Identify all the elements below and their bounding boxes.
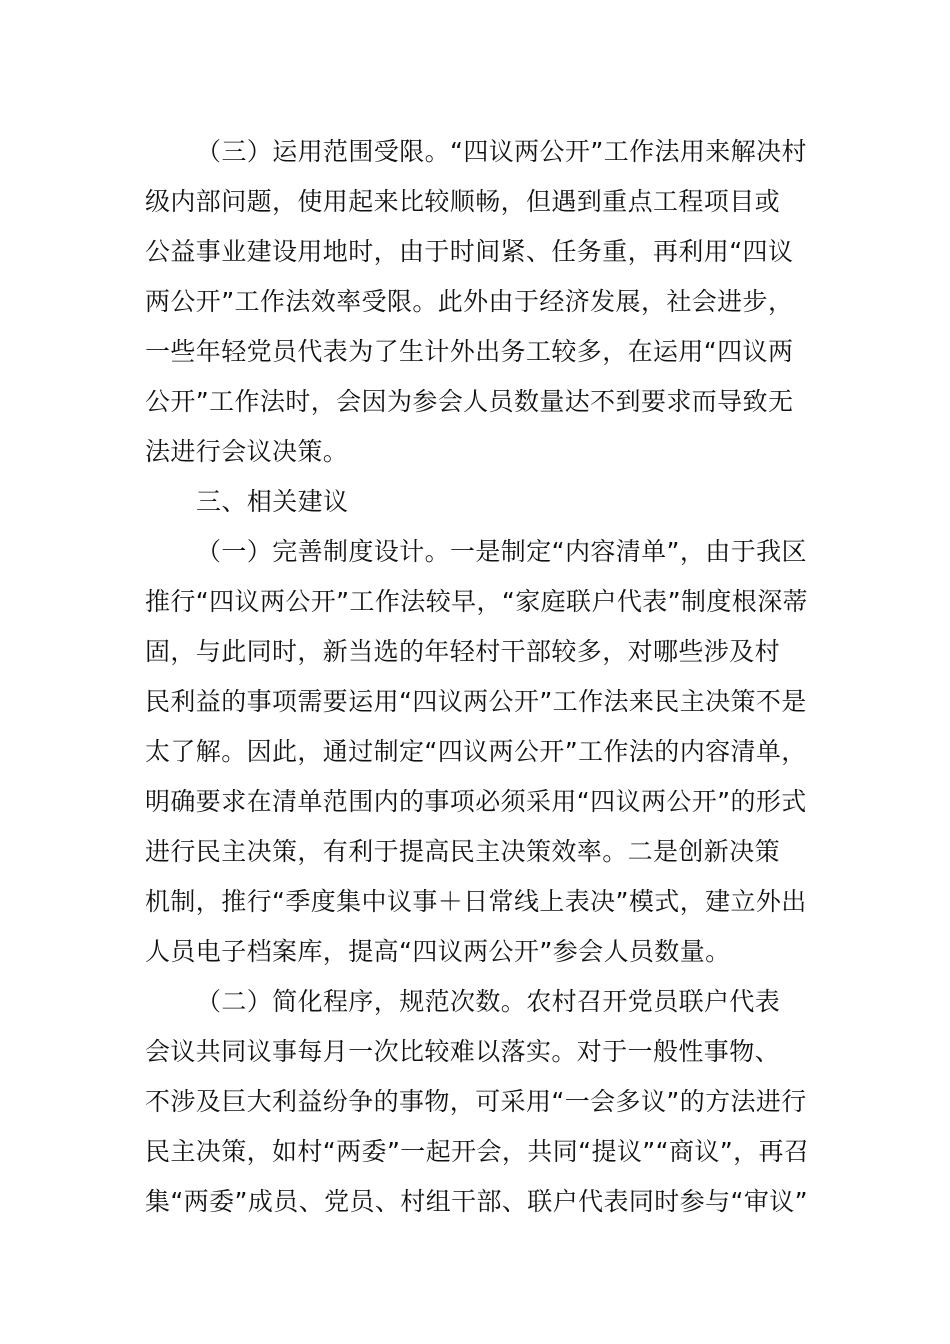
paragraph-line: 人员电子档案库，提高“四议两公开”参会人员数量。: [145, 937, 731, 966]
paragraph-line: 机制，推行“季度集中议事＋日常线上表决”模式，建立外出: [145, 887, 807, 916]
paragraph-line: 公益事业建设用地时，由于时间紧、任务重，再利用“四议: [145, 237, 794, 266]
paragraph-line: 会议共同议事每月一次比较难以落实。对于一般性事物、: [145, 1037, 781, 1066]
paragraph-line: 太了解。因此，通过制定“四议两公开”工作法的内容清单，: [145, 737, 807, 766]
paragraph-line: （三）运用范围受限。“四议两公开”工作法用来解决村: [196, 137, 807, 166]
paragraph-line: 法进行会议决策。: [145, 437, 349, 466]
paragraph-line: 不涉及巨大利益纷争的事物，可采用“一会多议”的方法进行: [145, 1087, 807, 1116]
paragraph-line: 进行民主决策，有利于提高民主决策效率。二是创新决策: [145, 837, 781, 866]
paragraph-line: 一些年轻党员代表为了生计外出务工较多，在运用“四议两: [145, 337, 794, 366]
paragraph-line: 民利益的事项需要运用“四议两公开”工作法来民主决策不是: [145, 687, 807, 716]
paragraph-line: （一）完善制度设计。一是制定“内容清单”，由于我区: [196, 537, 807, 566]
paragraph-line: 级内部问题，使用起来比较顺畅，但遇到重点工程项目或: [145, 187, 781, 216]
section-heading: 三、相关建议: [196, 487, 349, 516]
paragraph-line: 明确要求在清单范围内的事项必须采用“四议两公开”的形式: [145, 787, 807, 816]
paragraph-line: 固，与此同时，新当选的年轻村干部较多，对哪些涉及村: [145, 637, 781, 666]
paragraph-line: 公开”工作法时，会因为参会人员数量达不到要求而导致无: [145, 387, 794, 416]
paragraph-line: 推行“四议两公开”工作法较早，“家庭联户代表”制度根深蒂: [145, 587, 809, 616]
paragraph-line: （二）简化程序，规范次数。农村召开党员联户代表: [196, 987, 781, 1016]
paragraph-line: 两公开”工作法效率受限。此外由于经济发展，社会进步，: [145, 287, 794, 316]
paragraph-line: 民主决策，如村“两委”一起开会，共同“提议”“商议”，再召: [145, 1137, 810, 1166]
paragraph-line: 集“两委”成员、党员、村组干部、联户代表同时参与“审议”: [145, 1187, 809, 1216]
